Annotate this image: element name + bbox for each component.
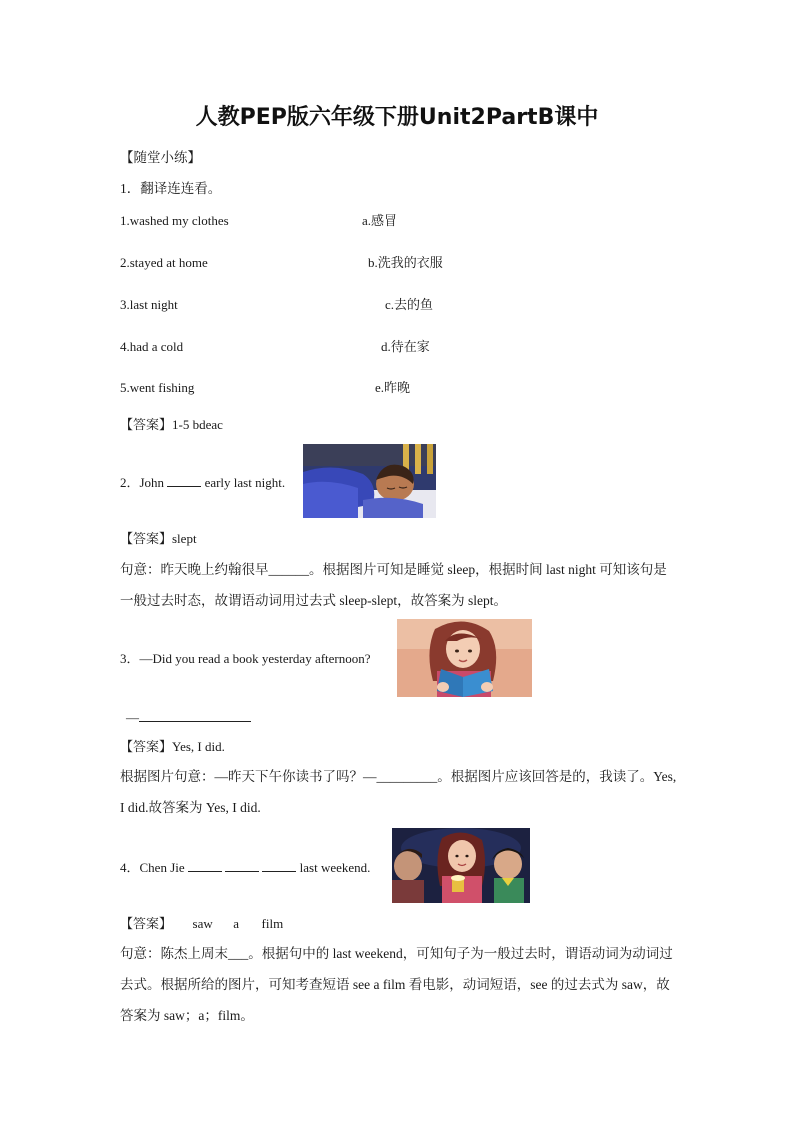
- q2-suffix: early last night.: [204, 475, 286, 490]
- answer-blank: [139, 708, 251, 722]
- q1-answer: 【答案】1-5 bdeac: [120, 417, 223, 432]
- q4-suffix: last weekend.: [299, 860, 371, 875]
- sleeping-boy-image: [303, 444, 436, 518]
- q1-prompt: 1．翻译连连看。: [120, 181, 222, 196]
- q4-answer-label: 【答案】: [120, 916, 173, 931]
- q4-answer-word: a: [233, 916, 240, 931]
- q1-left-item: 1.washed my clothes: [120, 213, 229, 228]
- q1-left-item: 4.had a cold: [120, 339, 184, 354]
- q3-explanation: 根据图片句意：—昨天下午你读书了吗？—_________。根据图片应该回答是的，我读了。Yes, I did.故答案为 Yes, I did.: [120, 769, 677, 815]
- answer-blank: [167, 473, 201, 487]
- section-label: 【随堂小练】: [120, 150, 201, 165]
- q1-right-item: d.待在家: [381, 339, 430, 354]
- q3-answer-line: [126, 708, 251, 727]
- q3-prompt: 3．—Did you read a book yesterday afternoon?: [120, 651, 371, 666]
- page-title: 人教PEP版六年级下册Unit2PartB课中: [195, 105, 599, 130]
- q4-answer: [120, 915, 283, 933]
- q1-left-item: 2.stayed at home: [120, 255, 208, 270]
- answer-blank: [225, 858, 259, 872]
- q4-prefix: 4．Chen Jie: [120, 860, 185, 875]
- q2-explanation: 句意：昨天晚上约翰很早______。根据图片可知是睡觉 sleep，根据时间 last night 可知该句是一般过去时态，故谓语动词用过去式 sleep-slept，故答案为 slept。: [120, 562, 667, 608]
- q1-right-item: c.去的鱼: [385, 297, 434, 312]
- q1-left-item: 5.went fishing: [120, 380, 195, 395]
- answer-blank: [188, 858, 222, 872]
- q2-answer: 【答案】slept: [120, 531, 197, 546]
- answer-blank: [262, 858, 296, 872]
- kids-watching-film-image: [392, 828, 530, 903]
- q4-answer-word: film: [261, 916, 284, 931]
- q3-dash: —: [126, 710, 139, 725]
- q1-right-item: b.洗我的衣服: [368, 255, 443, 270]
- q4-sentence: [120, 858, 370, 877]
- q1-right-item: e.昨晚: [375, 380, 411, 395]
- q4-answer-word: saw: [192, 916, 213, 931]
- girl-reading-image: [397, 619, 532, 697]
- q2-sentence: [120, 473, 285, 492]
- q2-prefix: 2．John: [120, 475, 165, 490]
- q1-right-item: a.感冒: [362, 213, 398, 228]
- q1-left-item: 3.last night: [120, 297, 178, 312]
- q4-explanation: 句意：陈杰上周末___。根据句中的 last weekend，可知句子为一般过去时，谓语动词为动词过去式。根据所给的图片，可知考查短语 see a film 看电影，动词短语，see 的过去式为 saw，故答案为 saw；a；film。: [120, 946, 673, 1023]
- q3-answer: 【答案】Yes, I did.: [120, 739, 225, 754]
